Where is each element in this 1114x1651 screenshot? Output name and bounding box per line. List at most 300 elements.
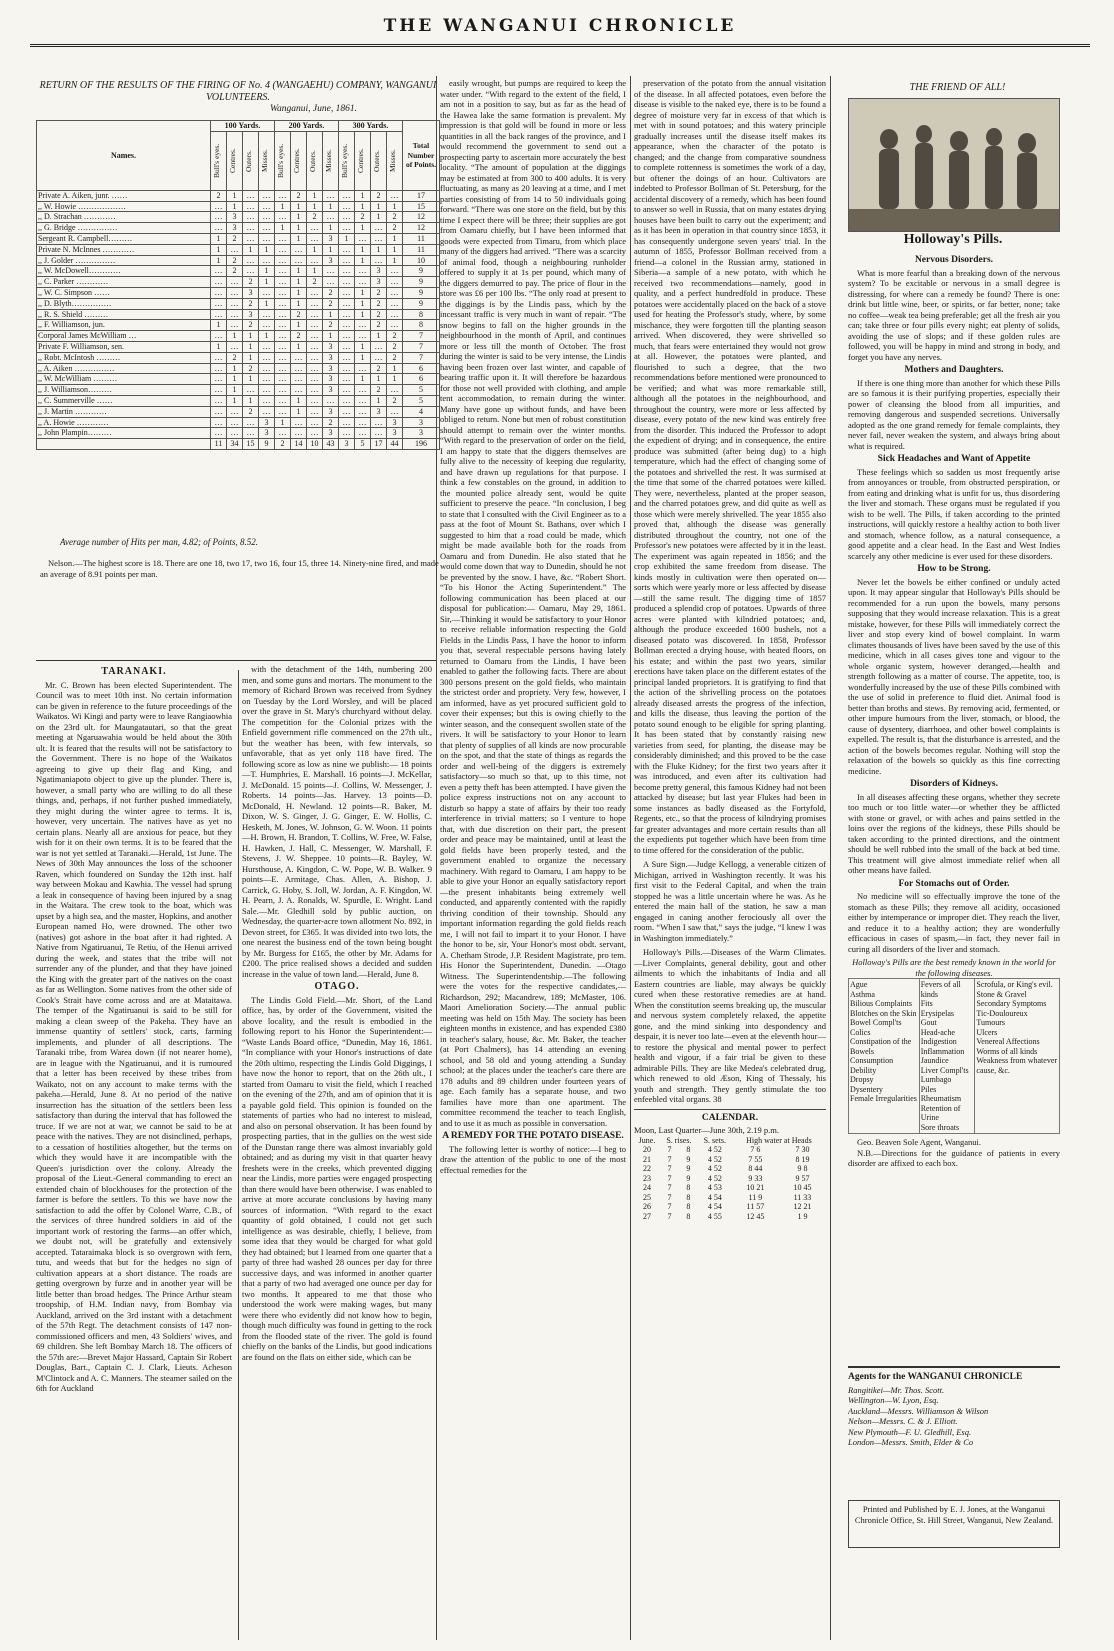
- score-cell: …: [339, 244, 355, 255]
- score-cell: 1: [243, 244, 259, 255]
- score-cell: 3: [323, 385, 339, 396]
- score-cell: 1: [387, 255, 403, 266]
- score-cell: 3: [227, 212, 243, 223]
- score-cell: …: [307, 223, 323, 234]
- score-cell: …: [259, 309, 275, 320]
- mothers-body: If there is one thing more than another for which these Pills are so famous it is their purifying properties, especially their power of cleansing the blood from all impurities, and removing dangerous and suspended secretions. Universally adopted as the one grand remedy for female complaints, they never fail, never weaken the system, and always bring about what is required.: [848, 377, 1060, 451]
- score-cell: …: [227, 406, 243, 417]
- calendar-row: [634, 1183, 826, 1193]
- score-cell: 2: [387, 331, 403, 342]
- score-cell: …: [275, 212, 291, 223]
- score-cell: 1: [307, 190, 323, 201]
- score-cell: 1: [323, 331, 339, 342]
- score-cell: …: [339, 385, 355, 396]
- score-cell: …: [275, 341, 291, 352]
- score-cell: 1: [387, 233, 403, 244]
- score-cell: …: [355, 320, 371, 331]
- table-row: [37, 212, 440, 223]
- score-cell: 3: [387, 417, 403, 428]
- score-cell: 1: [387, 363, 403, 374]
- score-cell: …: [291, 374, 307, 385]
- calendar-cell: 9 8: [797, 1164, 808, 1173]
- score-cell: …: [355, 395, 371, 406]
- table-row: [37, 385, 440, 396]
- table-row: [37, 406, 440, 417]
- total-points: 9: [403, 287, 440, 298]
- agents-block: [848, 1372, 1060, 1512]
- calendar-cell: 27: [643, 1211, 651, 1221]
- score-cell: 1: [227, 374, 243, 385]
- table-row: [37, 298, 440, 309]
- disease-list-col: Ague Asthma Bilious Complaints Blotches on the Skin Bowel Compl'ts Colics Constipation of the Bowels Consumption Debility Dropsy Dysentery Female Irregularities: [849, 979, 920, 1134]
- sure-sign-body: A Sure Sign.—Judge Kellogg, a venerable citizen of Michigan, arrived in Washington recently. It was his first visit to the Federal Capital, and when the train stopped he was a little uncertain where he was. As he entered the main hall of the station, he saw a man engaged in caning another ferociously all over the room. “When I saw that,” says the judge, “I knew I was in Washington immediately.”: [634, 859, 826, 943]
- score-cell: 1: [243, 395, 259, 406]
- score-cell: 1: [211, 320, 227, 331]
- score-cell: 2: [243, 298, 259, 309]
- score-cell: 1: [355, 255, 371, 266]
- score-cell: …: [259, 190, 275, 201]
- score-cell: …: [211, 223, 227, 234]
- table-row: [37, 233, 440, 244]
- score-cell: 3: [323, 341, 339, 352]
- score-cell: 2: [227, 255, 243, 266]
- score-cell: …: [275, 266, 291, 277]
- score-cell: 3: [243, 287, 259, 298]
- imprint-box: [848, 1500, 1060, 1548]
- kidneys-body: In all diseases affecting these organs, whether they secrete too much or too little water—or whether they be afflicted with stone or gravel, or with aches and pains settled in the loins over the regions of the kidneys, these Pills should be taken according to the printed directions, and the ointment should be well rubbed into the small of the back at bed time. This treatment will give almost immediate relief when all other means have failed.: [848, 791, 1060, 875]
- score-cell: …: [307, 309, 323, 320]
- score-cell: …: [243, 266, 259, 277]
- nelson-note: Nelson.—The highest score is 18. There are one 18, two 17, two 16, four 15, three 14. Ninety-nine fired, and made an average of 8.91 points per man.: [40, 558, 439, 579]
- score-cell: …: [211, 395, 227, 406]
- score-cell: 1: [291, 212, 307, 223]
- score-cell: …: [243, 255, 259, 266]
- total-header: Total Number of Points.: [403, 121, 440, 191]
- calendar-row: [634, 1174, 826, 1184]
- otago-body: The Lindis Gold Field.—Mr. Short, of the Land office, has, by order of the Government, visited the above locality, and the result is embodied in the following report to his Honor the Superintendent:— “Waste Lands Board office, “Dunedin, May 16, 1861. “In compliance with your Honor's instructions of date the 20th ultimo, respecting the Lindis Gold Diggings, I have now the honor to report, that on the 26th ult., I started from Oamaru to visit the field, which I reached on the evening of the 27th, and am of opinion that it is a payable gold field. This opinion is founded on the statements of parties who had no interest to mislead, and also on personal observation. It has been found by prospecting parties, that in the gullies on the west side of the Dunstan range there was almost invariably gold obtained; and as during my visit in that quarter heavy freshets were in the creeks, which prevented digging near the Lindis, more parties were engaged prospecting than there would have been otherwise. I was enabled to arrive at more accurate conclusions by having many sources of information. “With regard to the exact quantity of gold obtained, I could not get such intelligence as was desirable, chiefly, I believe, from some idea that they would be charged for what gold they had obtained; but I learned from one quarter that a party of three had washed 28 ounces per day for three successive days, and was informed in another quarter that a party of two had averaged one ounce per day for two months. It appeared to me that those who understood the work were making wages, but many were there who evidently did not know how to begin, though much difficulty was found in getting to the rock from the flooded state of the river. The gold is found chiefly on the banks of the Lindis, but good indications are found on the flats on either side, which can be: [242, 994, 432, 1362]
- calendar-row: [634, 1193, 826, 1203]
- return-title: RETURN OF THE RESULTS OF THE FIRING OF No. 4 (WANGAEHU) COMPANY, WANGANUI VOLUNTEERS.: [39, 80, 437, 103]
- score-cell: …: [211, 298, 227, 309]
- volunteer-name: ,, G. Bridge ……………: [37, 223, 211, 234]
- score-cell: 1: [227, 363, 243, 374]
- column-three-body: easily wrought, but pumps are required to keep the water under. “With regard to the extent of the field, I am not in a position to say, but as far as the head of the Hawea lake the same formation is prevalent. My impression is that gold will be found in more or less quantities in all the back ranges of the province, and I would recommend the government to send out a prospecting party to ascertain more accurately the best locality. “The amount of population at the diggings may be estimated at from 300 to 400 adults. It is very fluctuating, as many as 20 leaving at a time, and I met parties consisting of from 14 to 50 individuals going forward. “There was one store on the field, but by this time I expect there will be three; their supplies are got from Oamaru chiefly, but I have been informed that goods were expected from Timaru, from which place many of the diggers had arrived. “There was a scarcity of animal food, though a neighbouring runholder offered to supply it at 1s per pound, which many of the diggers demurred to pay. The price of flour in the store was £6 per 100 lbs. “The only road at present to the diggings is by the Lindis pass, which by the incessant traffic is very much in want of repair. “The snow begins to fall on the higher grounds in the neighbourhood in the month of April, and continues more or less till the month of October. The frost during the winter is said to be very intense, the Lindis having been frozen over last winter, and capable of bearing traffic upon it. It will therefore be hazardous for those not well provided with clothing, and ample tent accommodation, to remain during the winter. Many have gone up without funds, and have been obliged to return. None but men of robust constitution should attempt to remain over the winter months. “With regard to the preservation of order on the field, I am happy to state that the diggers themselves are fully alive to the necessity of keeping due regularity, and have drawn up regulations for that purpose. I think a few constables on the ground, in addition to the mounted police already sent, would be quite sufficient to preserve the peace. “In conclusion, I beg to state that I consulted with the Civil Engineer as to a pass at the foot of Mount St. Bathans, over which I suggested to him that a road could be made, which might be made available both for the roads from Oamaru and from Dunedin. He also stated that he would come down that way to Dunedin, should he not be prevented by the snow. I have, &c. “Robert Short. “To his Honor the Acting Superintendent.” The following communication has been placed at our disposal for publication:— Oamaru, May 29, 1861. Sir,—Thinking it would be satisfactory to your Honor to receive reliable information respecting the Gold Fields in the Lindis Pass, I have the honor to inform you that, several respectable persons having lately returned to Oamaru from the Lindis, I have been enabled to gather the following facts. There are about 300 persons present on the gold fields, who maintain the strictest order and propriety. Very few, however, I am informed, have as yet procured sufficient gold to cover their expenses; but this is owing chiefly to the winter season, and the consequent swollen state of the rivers. It will be satisfactory to your Honor to learn that plenty of supplies of all kinds are now procurable on the spot, and that the state of things as regards the order and well-being of the diggers is extremely satisfactory—so much so that, up to this time, not even a petty theft has been attempted. I have given the police express instructions not on any account to disturb so happy a state of affairs by their too ready interference in trivial matters; so I venture to hope that, with due discretion on their part, the present order and peace may be maintained, until at least the gold fields have been properly tested, and the government enabled to organize the necessary machinery. With regard to Oamaru, I am happy to be able to give your Honor an equally satisfactory report—the present inhabitants being extremely well conducted, and apparently contented with the rapidly thriving condition of their township. Should any important information regarding the gold fields reach me, I will not fail to impart it to your Honor. I have the honor to be, sir, Your Honor's most obdt. servant, A. Chetham Strode, J.P. Resident Magistrate, pro tem. His Honor the Superintendent, Dunedin. —Otago Witness. The Superintendentship.—The following were the votes for the respective candidates,—Richardson, 292; Macandrew, 189; McMaster, 106. Maori Amelioration Society.—The annual public meeting was held on 15th May. The society has been eighteen months in existence, and has expended £380 in teacher's salary, house, &c. Mr. Baker, the teacher (at Port Chalmers), has 14 attending an evening school, and 58 old and young attending a Sunday school; at the places under the teacher's care there are 178 adults and 89 children under fourteen years of age. Each family has a separate house, and two families have more than one apartment. The committee recommend the teacher to teach English, and to use it as much as possible in conversation.: [440, 78, 626, 1128]
- score-cell: …: [339, 417, 355, 428]
- score-cell: 2: [387, 395, 403, 406]
- score-cell: 1: [243, 352, 259, 363]
- score-cell: 1: [355, 309, 371, 320]
- score-cell: …: [323, 266, 339, 277]
- score-cell: 2: [307, 277, 323, 288]
- sick-body: These feelings which so sadden us most frequently arise from annoyances or trouble, from obstructed perspiration, or from eating and drinking what is unfit for us, thus disordering the liver and stomach. These organs must be regulated if you wish to be well. The Pills, if taken according to the printed instructions, will quickly restore a healthy action to both liver and stomach, whence follow, as a natural consequence, a good appetite and a clear head. In the East and West Indies scarcely any other medicine is ever used for these disorders.: [848, 466, 1060, 561]
- disease-list: [848, 978, 1060, 1134]
- score-cell: 1: [243, 331, 259, 342]
- total-cell: 43: [323, 439, 339, 450]
- total-cell: 17: [371, 439, 387, 450]
- volunteer-name: Corporal James McWilliam …: [37, 331, 211, 342]
- score-cell: …: [371, 341, 387, 352]
- score-cell: …: [355, 233, 371, 244]
- score-cell: 1: [243, 374, 259, 385]
- score-cell: …: [387, 385, 403, 396]
- volunteer-name: ,, W. C. Simpson ……: [37, 287, 211, 298]
- score-cell: …: [355, 277, 371, 288]
- score-cell: …: [387, 190, 403, 201]
- score-cell: …: [371, 255, 387, 266]
- total-points: 8: [403, 320, 440, 331]
- calendar-cell: 7: [667, 1211, 672, 1221]
- subhead: Misses.: [259, 131, 275, 190]
- calendar-cell: 10 21: [746, 1183, 765, 1192]
- score-cell: …: [355, 406, 371, 417]
- score-cell: 1: [211, 244, 227, 255]
- score-cell: 2: [307, 212, 323, 223]
- total-cell: 2: [275, 439, 291, 450]
- score-cell: 1: [259, 277, 275, 288]
- disease-list-intro: Holloway's Pills are the best remedy known in the world for the following diseases.: [852, 957, 1056, 978]
- calendar-cell: 4 55: [707, 1211, 722, 1221]
- score-cell: …: [323, 277, 339, 288]
- score-cell: …: [211, 363, 227, 374]
- masthead: THE WANGANUI CHRONICLE: [30, 8, 1090, 47]
- score-cell: …: [227, 309, 243, 320]
- score-cell: …: [323, 190, 339, 201]
- total-points: 7: [403, 341, 440, 352]
- score-cell: 1: [227, 395, 243, 406]
- score-cell: 1: [275, 417, 291, 428]
- calendar-cell: 8 44: [748, 1164, 763, 1173]
- calendar-row: [634, 1155, 826, 1165]
- score-cell: 3: [259, 417, 275, 428]
- score-cell: 1: [291, 298, 307, 309]
- score-cell: 3: [323, 352, 339, 363]
- score-cell: …: [291, 363, 307, 374]
- total-cell: 5: [355, 439, 371, 450]
- score-cell: 1: [227, 331, 243, 342]
- score-cell: 1: [339, 233, 355, 244]
- subhead: Bull's eyes.: [275, 131, 291, 190]
- score-cell: 1: [259, 244, 275, 255]
- score-cell: …: [339, 255, 355, 266]
- score-cell: …: [339, 223, 355, 234]
- score-cell: …: [371, 417, 387, 428]
- score-cell: 1: [291, 233, 307, 244]
- score-cell: …: [275, 406, 291, 417]
- calendar-cell: 7: [667, 1202, 672, 1211]
- score-cell: …: [387, 277, 403, 288]
- score-cell: 1: [323, 223, 339, 234]
- total-cell: 34: [227, 439, 243, 450]
- score-cell: …: [307, 255, 323, 266]
- score-cell: …: [275, 298, 291, 309]
- score-cell: 1: [371, 395, 387, 406]
- disease-list-col: Scrofula, or King's evil. Stone & Gravel Secondary Symptoms Tic-Douloureux Tumours Ulcers Venereal Affections Worms of all kinds Weakness from whatever cause, &c.: [975, 979, 1060, 1134]
- nb-line: N.B.—Directions for the guidance of patients in every disorder are affixed to each box.: [848, 1147, 1060, 1168]
- volunteer-name: Private N. McInnes …………: [37, 244, 211, 255]
- score-cell: …: [259, 287, 275, 298]
- score-cell: …: [243, 201, 259, 212]
- score-cell: …: [275, 277, 291, 288]
- score-cell: 2: [387, 352, 403, 363]
- score-cell: …: [339, 341, 355, 352]
- calendar-cell: 20: [643, 1145, 651, 1154]
- calendar-row: [634, 1164, 826, 1174]
- otago-heading: OTAGO.: [314, 981, 360, 992]
- total-cell: 14: [291, 439, 307, 450]
- volunteer-name: ,, C. Summerville ……: [37, 395, 211, 406]
- score-cell: 1: [387, 201, 403, 212]
- table-row: [37, 201, 440, 212]
- score-cell: …: [243, 212, 259, 223]
- score-cell: …: [291, 385, 307, 396]
- calendar-cell: 11 9: [748, 1192, 763, 1202]
- calendar-cell: 21: [643, 1154, 651, 1164]
- score-cell: …: [307, 363, 323, 374]
- score-cell: …: [339, 266, 355, 277]
- score-cell: …: [339, 320, 355, 331]
- total-points: 11: [403, 233, 440, 244]
- subhead: Bull's eyes.: [339, 131, 355, 190]
- score-cell: 1: [371, 244, 387, 255]
- subhead: Outers.: [243, 131, 259, 190]
- holloway-brand: Holloway's Pills.: [903, 232, 1003, 247]
- calendar-cell: 4 53: [707, 1183, 722, 1192]
- score-cell: …: [275, 428, 291, 439]
- volunteer-name: ,, R. S. Shield ………: [37, 309, 211, 320]
- table-row: [37, 190, 440, 201]
- score-cell: …: [227, 277, 243, 288]
- holloway-engraving-image: [848, 98, 1060, 232]
- score-cell: 2: [387, 223, 403, 234]
- score-cell: …: [371, 352, 387, 363]
- subhead: Misses.: [323, 131, 339, 190]
- score-cell: …: [275, 190, 291, 201]
- score-cell: 2: [243, 363, 259, 374]
- table-row: [37, 309, 440, 320]
- score-cell: …: [275, 244, 291, 255]
- score-cell: …: [355, 385, 371, 396]
- score-cell: 3: [227, 223, 243, 234]
- score-cell: …: [339, 331, 355, 342]
- section-rule: [848, 1366, 1060, 1368]
- yards-header: 300 Yards.: [339, 121, 403, 132]
- score-cell: 2: [291, 190, 307, 201]
- score-cell: 2: [227, 233, 243, 244]
- volunteer-name: Private F. Williamson, sen.: [37, 341, 211, 352]
- sick-heading: Sick Headaches and Want of Appetite: [877, 454, 1031, 464]
- score-cell: 2: [371, 320, 387, 331]
- score-cell: 3: [259, 428, 275, 439]
- calendar-cell: 8: [686, 1145, 691, 1154]
- score-cell: …: [259, 255, 275, 266]
- score-cell: 2: [371, 298, 387, 309]
- score-cell: 1: [355, 287, 371, 298]
- average-line: Average number of Hits per man, 4.82; of Points, 8.52.: [60, 537, 258, 547]
- score-cell: …: [339, 298, 355, 309]
- score-cell: 1: [355, 190, 371, 201]
- score-cell: …: [259, 374, 275, 385]
- score-cell: …: [323, 212, 339, 223]
- potato-body: preservation of the potato from the annual visitation of the disease. In all affected potatoes, even before the disease is visible to the naked eye, there is to be found a degree of moisture very far in excess of that which is met with in sound potatoes; and this watery principle gradually increases until the disease itself makes its appearance, when the character of the potato is changed; and the change from comparative soundness to complete rottenness is sometimes the work of a day, but oftener the doings of an hour. Cultivators are indebted to Professor Bollman of St. Petersburg, for the accidental discovery of a remedy, which has been found to answer so well in Russia, that on many estates drying houses have been built to carry out the experiment; and as it has been in operation in that country since 1853, it has consequently undergone seven years' trial. In the autumn of 1855, Professor Bollman received from a friend—a colonel in the Russian army, stationed in Siberia—a sample of a new potato, with which he received two recommendations—namely, good in quality, and a perfect hundredfold in produce. These potatoes were accidentally placed on the back of a stove used for heating the Professor's study, where, by some mischance, they were forgotten till the planting season arrived. When discovered, they were shrivelled so much, that fears were entertained they would not grow at all. However, the potatoes were planted, and flourished to such a degree, that the two recommendations before mentioned were pronounced to be verified; and what was more remarkable still, although all the potatoes in the neighbourhood, and throughout the country, were more or less affected by disease, every potato of the new kind was entirely free from the disorder. This induced the Professor to adopt the expedient of drying; and in consequence, the entire produce was submitted (after being dug) to a high temperature, which had the effect of changing some of the potatoes and shrivelled the rest. It was surmised at the time that some of the charred potatoes were killed. They were, nevertheless, planted at the proper season, and the charred potatoes grew, and did quite as well as those which were merely shrivelled. The year 1855 also proved that, although the disease was generally distributed throughout the country, not one of the Professor's new potatoes were affected by it in the least. The experiment was again repeated in 1856; and the crop exhibited the same freedom from disease. The kinds mostly in cultivation were then operated on—sorts which were yearly more or less affected by disease—still the same result. The digging time of 1857 produced a splendid crop of potatoes. Upwards of three acres were planted with kilndried potatoes; and, although the produce exceeded 1600 bushels, not a diseased potato was discovered. In 1858, Professor Bollman erected a drying house, with heated floors, on his estate; and within the past two years, similar erections have taken place on the different estates of the principal landed proprietors. It is gratifying to find that the action of the shrivelling process on the potatoes already diseased arrests the progress of the infection, and kills the disease, thus leaving the portion of the potato sound enough to be eligible for spring planting. It has been stated that by constantly raising new varieties from seed, for planting, the disease may be considerably diminished; and this proved to be the case with the Fluke Kidney; for the first two years after it was introduced, and even after its cultivation had become pretty general, this famous Kidney had not been attacked by disease; but last year Flukes had been in some instances as badly diseased as the Fortyfold, Regents, etc., so that the process of kilndrying promises far greater advantages and more certain results than all the expedients put together which have been from time to time offered for the consideration of the public.: [634, 78, 826, 855]
- calendar-cell: 9: [686, 1154, 691, 1164]
- remedy-heading: A REMEDY FOR THE POTATO DISEASE.: [442, 1131, 624, 1141]
- total-points: 8: [403, 309, 440, 320]
- calendar-row: [634, 1212, 826, 1222]
- firing-results-table: [36, 120, 440, 450]
- volunteer-name: ,, J. Williamson………: [37, 385, 211, 396]
- score-cell: …: [227, 417, 243, 428]
- score-cell: …: [307, 320, 323, 331]
- score-cell: …: [259, 363, 275, 374]
- calendar-cell: 4 52: [707, 1164, 722, 1173]
- score-cell: …: [259, 233, 275, 244]
- score-cell: …: [307, 385, 323, 396]
- score-cell: 1: [275, 223, 291, 234]
- score-cell: …: [387, 298, 403, 309]
- score-cell: …: [259, 201, 275, 212]
- score-cell: 1: [371, 201, 387, 212]
- score-cell: …: [307, 352, 323, 363]
- calendar-cell: 8: [686, 1192, 691, 1202]
- score-cell: 1: [371, 374, 387, 385]
- score-cell: 1: [291, 395, 307, 406]
- totals-row: [37, 439, 440, 450]
- agent-entry: Wellington—W. Lyon, Esq.: [848, 1395, 939, 1405]
- column-four: [634, 78, 826, 1644]
- score-cell: 3: [371, 266, 387, 277]
- agent-entry: Nelson—Messrs. C. & J. Elliott.: [848, 1416, 958, 1426]
- score-cell: …: [307, 233, 323, 244]
- score-cell: 3: [323, 255, 339, 266]
- score-cell: …: [243, 428, 259, 439]
- calendar-cell: 7 6: [750, 1145, 761, 1154]
- total-points: 5: [403, 395, 440, 406]
- score-cell: …: [387, 320, 403, 331]
- score-cell: 2: [243, 320, 259, 331]
- table-row: [37, 363, 440, 374]
- yards-header: 100 Yards.: [211, 121, 275, 132]
- names-header: Names.: [37, 121, 211, 191]
- agents-heading: Agents for the WANGANUI CHRONICLE: [848, 1372, 1023, 1382]
- total-points: 3: [403, 428, 440, 439]
- score-cell: …: [275, 331, 291, 342]
- calendar-cell: 4 52: [707, 1154, 722, 1164]
- score-cell: 1: [291, 406, 307, 417]
- score-cell: 2: [323, 320, 339, 331]
- score-cell: …: [211, 428, 227, 439]
- volunteer-name: ,, F. Williamson, jun.: [37, 320, 211, 331]
- cal-head: High water at Heads: [746, 1135, 812, 1145]
- strong-body: Never let the bowels be either confined or unduly acted upon. It may appear singular that Holloway's Pills should be recommended for a run upon the bowels, many persons supposing that they would increase relaxation. This is a great mistake, however, for these Pills will immediately correct the liver and stop every kind of bowel complaint. In warm climates thousands of lives have been saved by the use of this medicine, which in all cases gives tone and vigour to the whole organic system, however deranged,—health and strength following as a matter of course. The appetite, too, is wonderfully increased by the use of these Pills combined with the use of solid in preference to fluid diet. Animal food is better than broths and stews. By removing acid, fermented, or other impure humours from the liver, stomach, or blood, the cause of dysentery, diarrhoea, and other bowel complaints is expelled. The result is, that the disturbance is arrested, and the action of the bowels becomes regular. Nothing will stop the relaxation of the bowels so quickly as this fine correcting medicine.: [848, 576, 1060, 776]
- table-row: [37, 341, 440, 352]
- score-cell: 1: [227, 201, 243, 212]
- score-cell: …: [355, 266, 371, 277]
- score-cell: …: [339, 287, 355, 298]
- score-cell: …: [275, 374, 291, 385]
- score-cell: 1: [323, 244, 339, 255]
- total-points: 7: [403, 352, 440, 363]
- subhead: Misses.: [387, 131, 403, 190]
- table-row: [37, 331, 440, 342]
- score-cell: …: [227, 287, 243, 298]
- calendar-row: [634, 1202, 826, 1212]
- total-cell: 11: [211, 439, 227, 450]
- score-cell: 1: [291, 223, 307, 234]
- total-cell: 9: [259, 439, 275, 450]
- column-rule: [630, 76, 631, 1640]
- score-cell: …: [307, 287, 323, 298]
- score-cell: 3: [323, 406, 339, 417]
- calendar-cell: 12 45: [746, 1211, 765, 1221]
- score-cell: 1: [211, 341, 227, 352]
- table-row: [37, 277, 440, 288]
- score-cell: …: [339, 277, 355, 288]
- score-cell: …: [275, 320, 291, 331]
- column-taranaki: [36, 664, 232, 1644]
- table-row: [37, 244, 440, 255]
- score-cell: …: [211, 201, 227, 212]
- total-points: 10: [403, 255, 440, 266]
- column-ad: [848, 252, 1060, 1362]
- calendar-cell: 23: [643, 1173, 651, 1183]
- score-cell: 2: [291, 331, 307, 342]
- score-cell: …: [371, 223, 387, 234]
- score-cell: 1: [387, 244, 403, 255]
- score-cell: 1: [291, 266, 307, 277]
- total-cell: 3: [339, 439, 355, 450]
- score-cell: …: [243, 223, 259, 234]
- calendar-cell: 7 30: [795, 1145, 810, 1154]
- section-rule: [36, 660, 436, 661]
- calendar-cell: 8: [686, 1183, 691, 1192]
- score-cell: …: [227, 320, 243, 331]
- imprint: Printed and Published by E. J. Jones, at the Wanganui Chronicle Office, St. Hill Street, Wanganui, New Zealand.: [854, 1504, 1054, 1525]
- taranaki-heading: TARANAKI.: [101, 666, 167, 677]
- calendar-cell: 7: [667, 1183, 672, 1192]
- calendar-cell: 11 33: [793, 1192, 812, 1202]
- holloway-note: Holloway's Pills.—Diseases of the Warm Climates.—Liver Complaints, general debility, gout and other ailments to which the inhabitants of India and all Eastern countries are liable, may always be quickly cured when these restorative remedies are at hand. When the constitution seems breaking up, the muscular and nervous system completely relaxed, the appetite gone, and the mind sinking into despondency and despair, it is never too late—even at the eleventh hour—to restore the physical and mental power to perfect health and vigour, if a fair trial be given to these admirable Pills. They are like Medea's celebrated drug, which renewed to old Æson, King of Thessaly, his youth and strength. They gently stimulate the too enfeebled vital organs. 38: [634, 947, 826, 1104]
- ad-caption: THE FRIEND OF ALL!: [909, 82, 1006, 93]
- score-cell: …: [291, 255, 307, 266]
- total-points: 7: [403, 331, 440, 342]
- stomach-heading: For Stomachs out of Order.: [898, 878, 1010, 889]
- agent-entry: London—Messrs. Smith, Elder & Co: [848, 1437, 974, 1447]
- calendar-cell: 9 57: [795, 1173, 810, 1183]
- score-cell: …: [211, 277, 227, 288]
- score-cell: …: [259, 385, 275, 396]
- calendar-row: [634, 1145, 826, 1155]
- subhead: Centres.: [355, 131, 371, 190]
- agent-line: Geo. Beaven Sole Agent, Wanganui.: [857, 1137, 982, 1147]
- score-cell: 1: [307, 266, 323, 277]
- score-cell: …: [243, 233, 259, 244]
- score-cell: 2: [371, 363, 387, 374]
- score-cell: 1: [243, 341, 259, 352]
- calendar-cell: 7: [667, 1192, 672, 1202]
- score-cell: 1: [211, 255, 227, 266]
- score-cell: 3: [371, 277, 387, 288]
- calendar-cell: 9: [686, 1173, 691, 1183]
- score-cell: 2: [291, 309, 307, 320]
- calendar-cell: 7: [667, 1173, 672, 1183]
- table-row: [37, 223, 440, 234]
- total-points: 6: [403, 374, 440, 385]
- score-cell: …: [275, 233, 291, 244]
- score-cell: …: [211, 385, 227, 396]
- score-cell: 1: [259, 266, 275, 277]
- remedy-body: The following letter is worthy of notice:—I beg to draw the attention of the public to one of the most effectual remedies for the: [440, 1143, 626, 1175]
- calendar-heading: CALENDAR.: [701, 1112, 759, 1123]
